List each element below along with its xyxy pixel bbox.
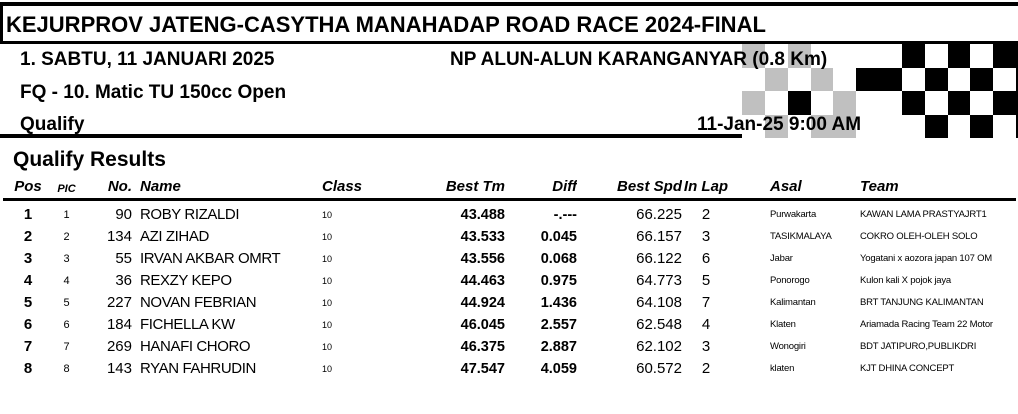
flag-square bbox=[765, 68, 788, 92]
cell-name: REXZY KEPO bbox=[140, 272, 232, 289]
cell-name: IRVAN AKBAR OMRT bbox=[140, 250, 281, 267]
table-row bbox=[3, 270, 1016, 291]
flag-square bbox=[970, 91, 993, 115]
cell-pos: 7 bbox=[23, 338, 33, 355]
results-table-header bbox=[3, 178, 1016, 201]
flag-square bbox=[742, 68, 765, 92]
flag-square bbox=[948, 44, 971, 68]
flag-square bbox=[948, 91, 971, 115]
flag-square bbox=[902, 115, 925, 139]
cell-class: 10 bbox=[322, 319, 333, 330]
cell-team: BDT JATIPURO,PUBLIKDRI bbox=[860, 341, 977, 352]
table-row bbox=[3, 314, 1016, 335]
cell-no: 36 bbox=[115, 272, 132, 289]
session-label: Qualify bbox=[20, 114, 85, 135]
cell-name: NOVAN FEBRIAN bbox=[140, 294, 257, 311]
cell-no: 227 bbox=[106, 294, 132, 311]
flag-square bbox=[788, 91, 811, 115]
header-no: No. bbox=[107, 178, 132, 195]
cell-in-lap: 3 bbox=[701, 228, 711, 245]
cell-class: 10 bbox=[322, 341, 333, 352]
flag-square bbox=[788, 68, 811, 92]
cell-diff: 2.887 bbox=[540, 338, 577, 355]
cell-name: RYAN FAHRUDIN bbox=[140, 360, 256, 377]
header-name: Name bbox=[140, 178, 181, 195]
event-title: KEJURPROV JATENG-CASYTHA MANAHADAP ROAD RACE 2024-FINAL bbox=[0, 6, 1018, 44]
flag-square bbox=[765, 91, 788, 115]
table-row bbox=[3, 226, 1016, 247]
cell-pos: 1 bbox=[23, 206, 33, 223]
cell-no: 143 bbox=[106, 360, 132, 377]
flag-square bbox=[970, 115, 993, 139]
cell-best-tm: 43.533 bbox=[460, 228, 505, 245]
flag-square bbox=[948, 115, 971, 139]
cell-pos: 2 bbox=[23, 228, 33, 245]
cell-best-spd: 66.122 bbox=[636, 250, 682, 267]
cell-in-lap: 5 bbox=[701, 272, 711, 289]
results-table bbox=[3, 178, 1016, 379]
cell-class: 10 bbox=[322, 275, 333, 286]
cell-class: 10 bbox=[322, 253, 333, 264]
cell-no: 184 bbox=[106, 316, 132, 333]
header-in-lap: In Lap bbox=[683, 178, 729, 195]
flag-square bbox=[856, 91, 879, 115]
cell-asal: klaten bbox=[770, 363, 795, 374]
flag-square bbox=[902, 44, 925, 68]
cell-team: KJT DHINA CONCEPT bbox=[860, 363, 955, 374]
cell-best-spd: 66.225 bbox=[636, 206, 682, 223]
cell-team: BRT TANJUNG KALIMANTAN bbox=[860, 297, 984, 308]
cell-asal: Jabar bbox=[770, 253, 793, 264]
cell-team: COKRO OLEH-OLEH SOLO bbox=[860, 231, 978, 242]
cell-name: AZI ZIHAD bbox=[140, 228, 209, 245]
results-rows bbox=[3, 204, 1016, 379]
flag-square bbox=[925, 115, 948, 139]
table-row bbox=[3, 204, 1016, 225]
cell-pos: 3 bbox=[23, 250, 33, 267]
flag-square bbox=[833, 91, 856, 115]
cell-best-tm: 47.547 bbox=[460, 360, 505, 377]
flag-square bbox=[993, 44, 1016, 68]
table-row bbox=[3, 292, 1016, 313]
cell-diff: 1.436 bbox=[540, 294, 577, 311]
header-best-tm: Best Tm bbox=[445, 178, 505, 195]
cell-diff: 2.557 bbox=[540, 316, 577, 333]
cell-class: 10 bbox=[322, 209, 333, 220]
cell-asal: TASIKMALAYA bbox=[770, 231, 832, 242]
cell-best-tm: 44.463 bbox=[460, 272, 505, 289]
flag-square bbox=[925, 44, 948, 68]
flag-square bbox=[948, 68, 971, 92]
cell-team: Ariamada Racing Team 22 Motor bbox=[860, 319, 993, 330]
cell-name: ROBY RIZALDI bbox=[140, 206, 240, 223]
header-pos: Pos bbox=[14, 178, 42, 195]
cell-pic: 8 bbox=[63, 362, 70, 375]
cell-best-tm: 43.556 bbox=[460, 250, 505, 267]
table-row bbox=[3, 248, 1016, 269]
header-team: Team bbox=[860, 178, 899, 195]
cell-best-spd: 66.157 bbox=[636, 228, 682, 245]
cell-best-spd: 62.102 bbox=[636, 338, 682, 355]
flag-square bbox=[993, 68, 1016, 92]
flag-square bbox=[856, 68, 879, 92]
flag-square bbox=[833, 44, 856, 68]
cell-asal: Purwakarta bbox=[770, 209, 817, 220]
flag-square bbox=[811, 68, 834, 92]
cell-in-lap: 7 bbox=[701, 294, 711, 311]
cell-best-spd: 62.548 bbox=[636, 316, 682, 333]
cell-diff: 4.059 bbox=[540, 360, 577, 377]
flag-square bbox=[879, 91, 902, 115]
cell-diff: -.--- bbox=[553, 206, 577, 223]
cell-diff: 0.975 bbox=[540, 272, 577, 289]
flag-square bbox=[902, 68, 925, 92]
cell-pic: 2 bbox=[63, 230, 70, 243]
cell-diff: 0.068 bbox=[540, 250, 577, 267]
report-header bbox=[0, 2, 1018, 138]
event-date-line: 1. SABTU, 11 JANUARI 2025 bbox=[20, 49, 275, 70]
cell-pos: 8 bbox=[23, 360, 33, 377]
cell-pic: 5 bbox=[63, 296, 70, 309]
cell-pic: 1 bbox=[63, 208, 70, 221]
flag-square bbox=[970, 44, 993, 68]
cell-best-spd: 60.572 bbox=[636, 360, 682, 377]
cell-class: 10 bbox=[322, 297, 333, 308]
cell-best-tm: 43.488 bbox=[460, 206, 505, 223]
flag-square bbox=[833, 68, 856, 92]
header-best-spd: Best Spd bbox=[616, 178, 682, 195]
cell-no: 90 bbox=[115, 206, 132, 223]
cell-team: KAWAN LAMA PRASTYAJRT1 bbox=[860, 209, 987, 220]
cell-pos: 5 bbox=[23, 294, 33, 311]
flag-square bbox=[879, 44, 902, 68]
flag-square bbox=[902, 91, 925, 115]
cell-no: 55 bbox=[115, 250, 132, 267]
header-diff: Diff bbox=[552, 178, 577, 195]
table-row bbox=[3, 358, 1016, 379]
cell-in-lap: 4 bbox=[701, 316, 711, 333]
header-asal: Asal bbox=[770, 178, 802, 195]
cell-best-tm: 46.375 bbox=[460, 338, 505, 355]
cell-best-tm: 44.924 bbox=[460, 294, 505, 311]
flag-square bbox=[993, 91, 1016, 115]
cell-class: 10 bbox=[322, 363, 333, 374]
cell-pos: 6 bbox=[23, 316, 33, 333]
cell-asal: Wonogiri bbox=[770, 341, 806, 352]
cell-in-lap: 2 bbox=[701, 360, 711, 377]
cell-in-lap: 3 bbox=[701, 338, 711, 355]
cell-in-lap: 6 bbox=[701, 250, 711, 267]
cell-pic: 7 bbox=[63, 340, 70, 353]
cell-diff: 0.045 bbox=[540, 228, 577, 245]
cell-no: 134 bbox=[106, 228, 132, 245]
flag-square bbox=[925, 91, 948, 115]
flag-square bbox=[879, 115, 902, 139]
flag-square bbox=[811, 91, 834, 115]
flag-square bbox=[856, 44, 879, 68]
flag-square bbox=[925, 68, 948, 92]
cell-in-lap: 2 bbox=[701, 206, 711, 223]
header-pic: PIC bbox=[57, 183, 76, 195]
cell-name: FICHELLA KW bbox=[140, 316, 235, 333]
cell-pic: 3 bbox=[63, 252, 70, 265]
cell-best-spd: 64.773 bbox=[636, 272, 682, 289]
cell-pic: 4 bbox=[63, 274, 70, 287]
cell-asal: Ponorogo bbox=[770, 275, 810, 286]
header-class: Class bbox=[322, 178, 363, 195]
flag-square bbox=[993, 115, 1016, 139]
session-datetime: 11-Jan-25 9:00 AM bbox=[697, 114, 862, 135]
cell-name: HANAFI CHORO bbox=[140, 338, 251, 355]
cell-team: Kulon kali X pojok jaya bbox=[860, 275, 951, 286]
flag-square bbox=[742, 91, 765, 115]
event-info-section bbox=[0, 44, 1018, 138]
cell-asal: Kalimantan bbox=[770, 297, 816, 308]
flag-square bbox=[879, 68, 902, 92]
table-row bbox=[3, 336, 1016, 357]
cell-best-spd: 64.108 bbox=[636, 294, 682, 311]
event-venue: NP ALUN-ALUN KARANGANYAR (0.8 Km) bbox=[450, 49, 828, 70]
cell-best-tm: 46.045 bbox=[460, 316, 505, 333]
cell-no: 269 bbox=[106, 338, 132, 355]
cell-pos: 4 bbox=[23, 272, 33, 289]
cell-team: Yogatani x aozora japan 107 OM bbox=[860, 253, 993, 264]
cell-pic: 6 bbox=[63, 318, 70, 331]
flag-square bbox=[970, 68, 993, 92]
cell-class: 10 bbox=[322, 231, 333, 242]
results-section-title: Qualify Results bbox=[13, 148, 166, 171]
event-category: FQ - 10. Matic TU 150cc Open bbox=[20, 82, 287, 103]
cell-asal: Klaten bbox=[770, 319, 796, 330]
